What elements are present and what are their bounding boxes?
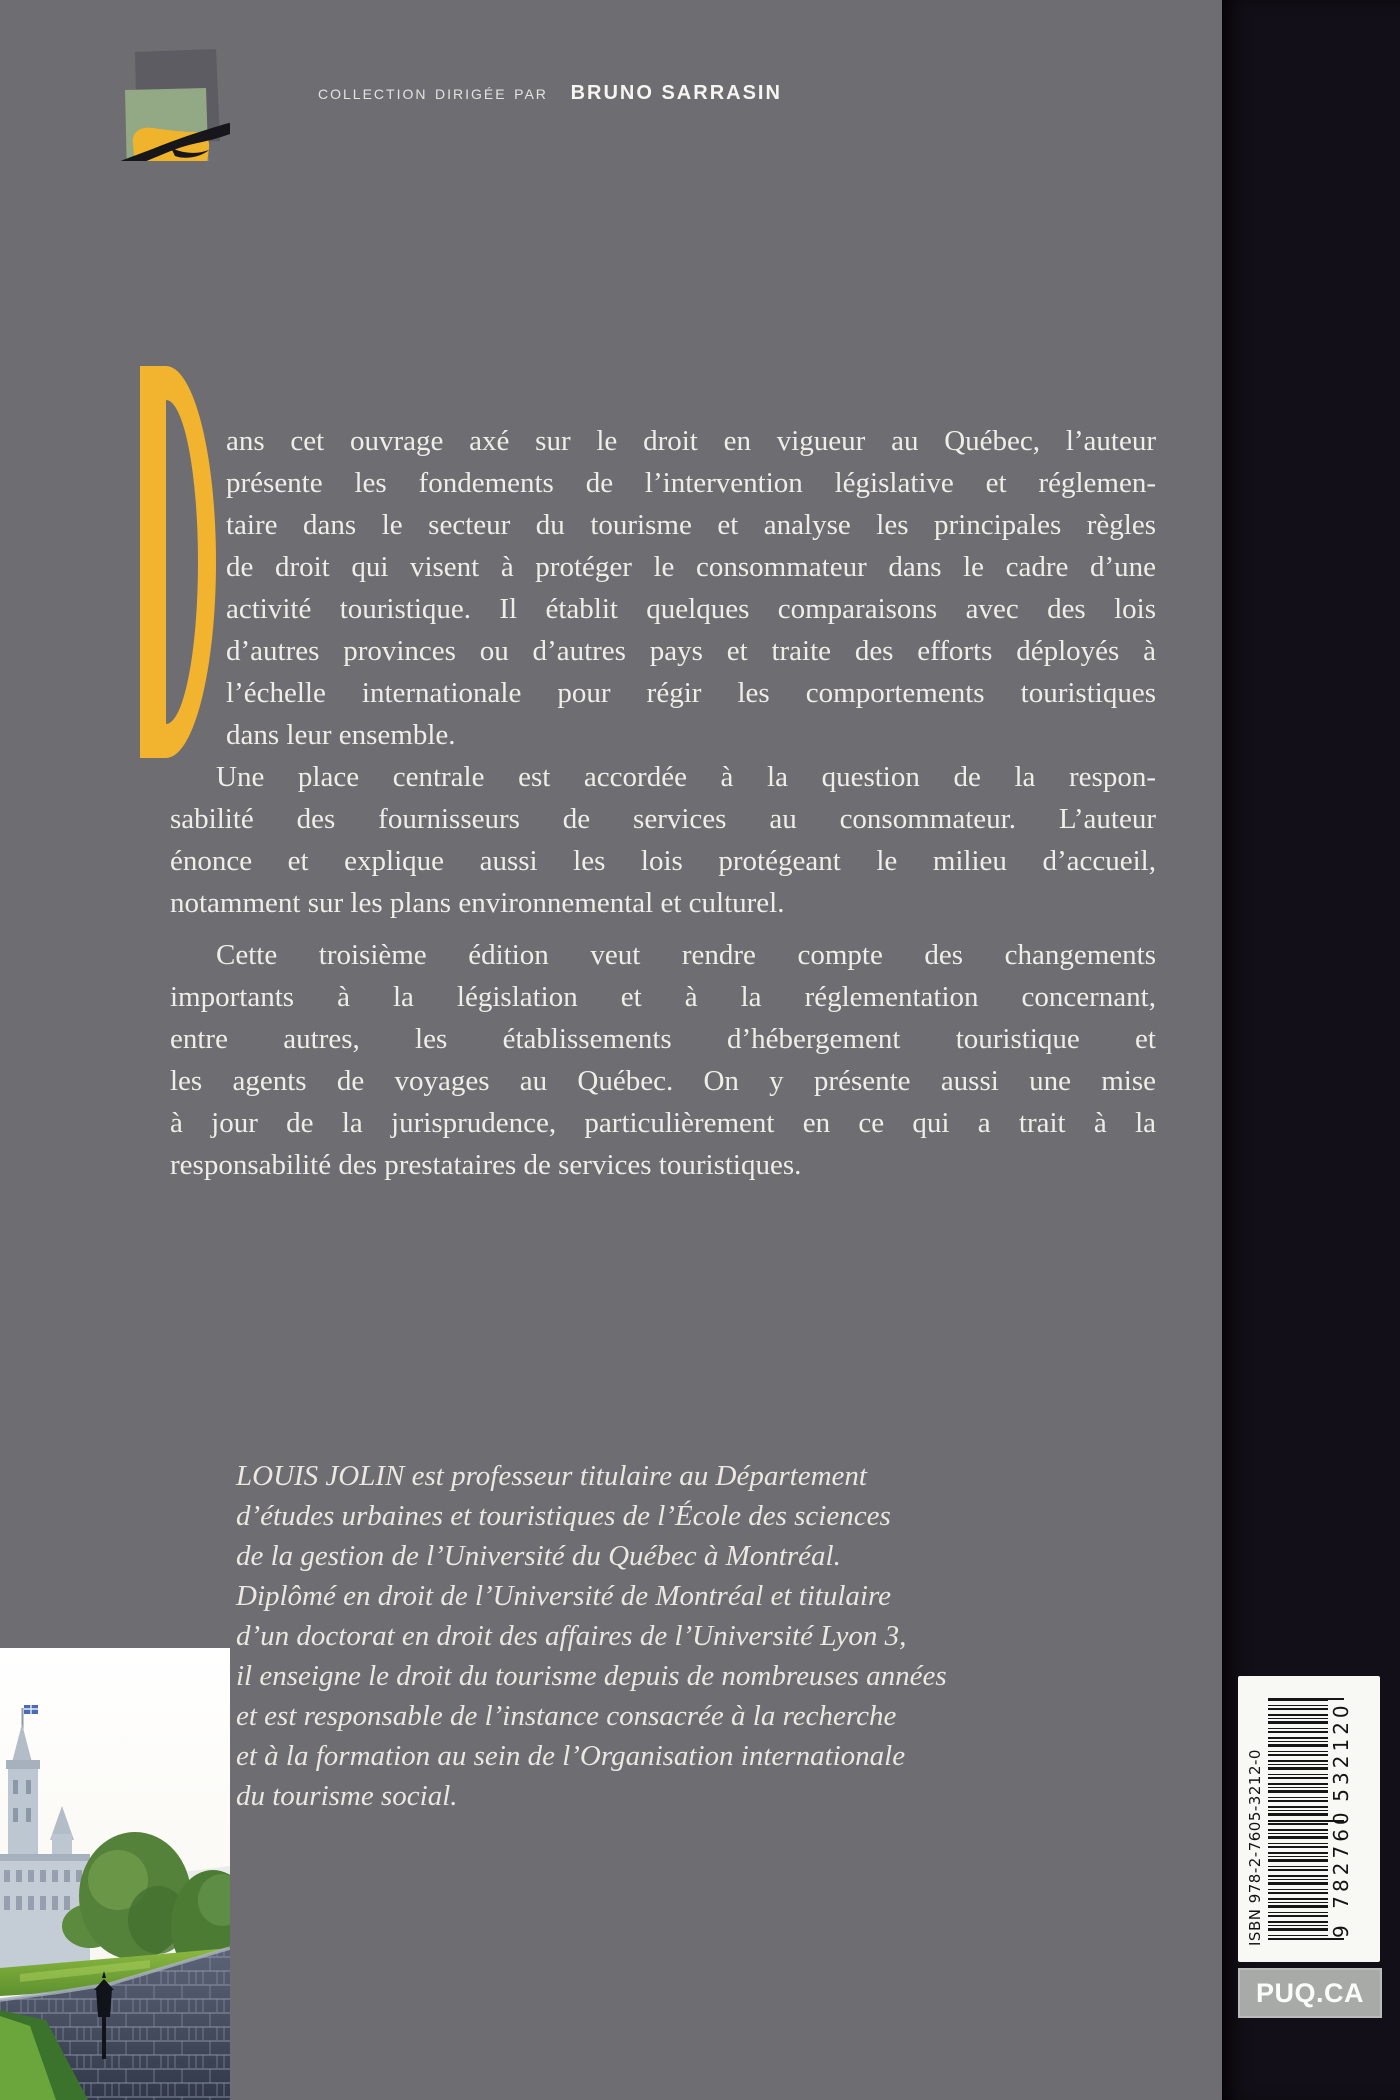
quebec-photo: [0, 1648, 230, 2100]
text-line: de la gestion de l’Université du Québec à Montréal.: [236, 1540, 841, 1572]
isbn-barcode-panel: [1238, 1676, 1380, 1962]
text-line: LOUIS JOLIN est professeur titulaire au Département: [236, 1460, 867, 1492]
synopsis-paragraph-1: [226, 420, 1156, 756]
text-line: taire dans le secteur du tourisme et analyse les principales règles: [226, 509, 1156, 541]
text-line: Diplômé en droit de l’Université de Montréal et titulaire: [236, 1580, 892, 1612]
author-bio: [236, 1456, 1066, 1816]
text-line: d’études urbaines et touristiques de l’École des sciences: [236, 1500, 891, 1532]
publisher-url-box: [1238, 1968, 1382, 2018]
text-line: activité touristique. Il établit quelques comparaisons avec des lois: [226, 593, 1156, 625]
barcode-digit-lead: 9: [1329, 1925, 1353, 1938]
text-line: énonce et explique aussi les lois protégeant le milieu d’accueil,: [170, 845, 1156, 877]
text-line: Une place centrale est accordée à la question de la respon-: [216, 761, 1156, 793]
text-line: il enseigne le droit du tourisme depuis de nombreuses années: [236, 1660, 947, 1692]
text-line: les agents de voyages au Québec. On y présente aussi une mise: [170, 1065, 1156, 1097]
text-line: Cette troisième édition veut rendre compte des changements: [216, 939, 1156, 971]
synopsis-paragraph-3: [170, 934, 1156, 1186]
text-line: à jour de la jurisprudence, particulièrement en ce qui a trait à la: [170, 1107, 1156, 1139]
barcode-digit-group1: 782760: [1329, 1808, 1353, 1909]
synopsis-paragraph-2: [170, 756, 1156, 924]
barcode-guard-bar: [1268, 1938, 1344, 1940]
text-line: notamment sur les plans environnemental et culturel.: [170, 887, 785, 919]
collection-credit: [318, 82, 782, 105]
text-line: et est responsable de l’instance consacrée à la recherche: [236, 1700, 897, 1732]
isbn-label: ISBN 978-2-7605-3212-0: [1246, 1749, 1264, 1946]
collection-director: BRUNO SARRASIN: [570, 82, 782, 104]
text-line: d’autres provinces ou d’autres pays et traite des efforts déployés à: [226, 635, 1156, 667]
text-line: l’échelle internationale pour régir les comportements touristiques: [226, 677, 1156, 709]
text-line: sabilité des fournisseurs de services au consommateur. L’auteur: [170, 803, 1156, 835]
barcode-digit-group2: 532120: [1329, 1701, 1353, 1802]
text-line: présente les fondements de l’intervention législative et réglemen-: [226, 467, 1156, 499]
text-line: responsabilité des prestataires de services touristiques.: [170, 1149, 802, 1181]
publisher-url: PUQ.CA: [1255, 1977, 1364, 2008]
quebec-photo-svg: [0, 1648, 230, 2100]
text-line: importants à la législation et à la réglementation concernant,: [170, 981, 1156, 1013]
barcode-strip: [1268, 1690, 1354, 1948]
bird-logo-svg: [55, 36, 230, 161]
text-line: dans leur ensemble.: [226, 719, 456, 751]
isbn-barcode: [1238, 1676, 1380, 1962]
collection-prefix: collection dirigée par: [318, 82, 548, 104]
barcode-digits: [1328, 1698, 1354, 1938]
text-line: de droit qui visent à protéger le consommateur dans le cadre d’une: [226, 551, 1156, 583]
text-line: et à la formation au sein de l’Organisation internationale: [236, 1740, 906, 1772]
text-line: d’un doctorat en droit des affaires de l’Université Lyon 3,: [236, 1620, 907, 1652]
text-line: entre autres, les établissements d’hébergement touristique et: [170, 1023, 1156, 1055]
text-line: du tourisme social.: [236, 1780, 458, 1812]
synopsis-text: [170, 420, 1156, 1186]
text-line: ans cet ouvrage axé sur le droit en vigueur au Québec, l’auteur: [226, 425, 1156, 457]
collection-bird-logo-icon: [55, 36, 230, 161]
